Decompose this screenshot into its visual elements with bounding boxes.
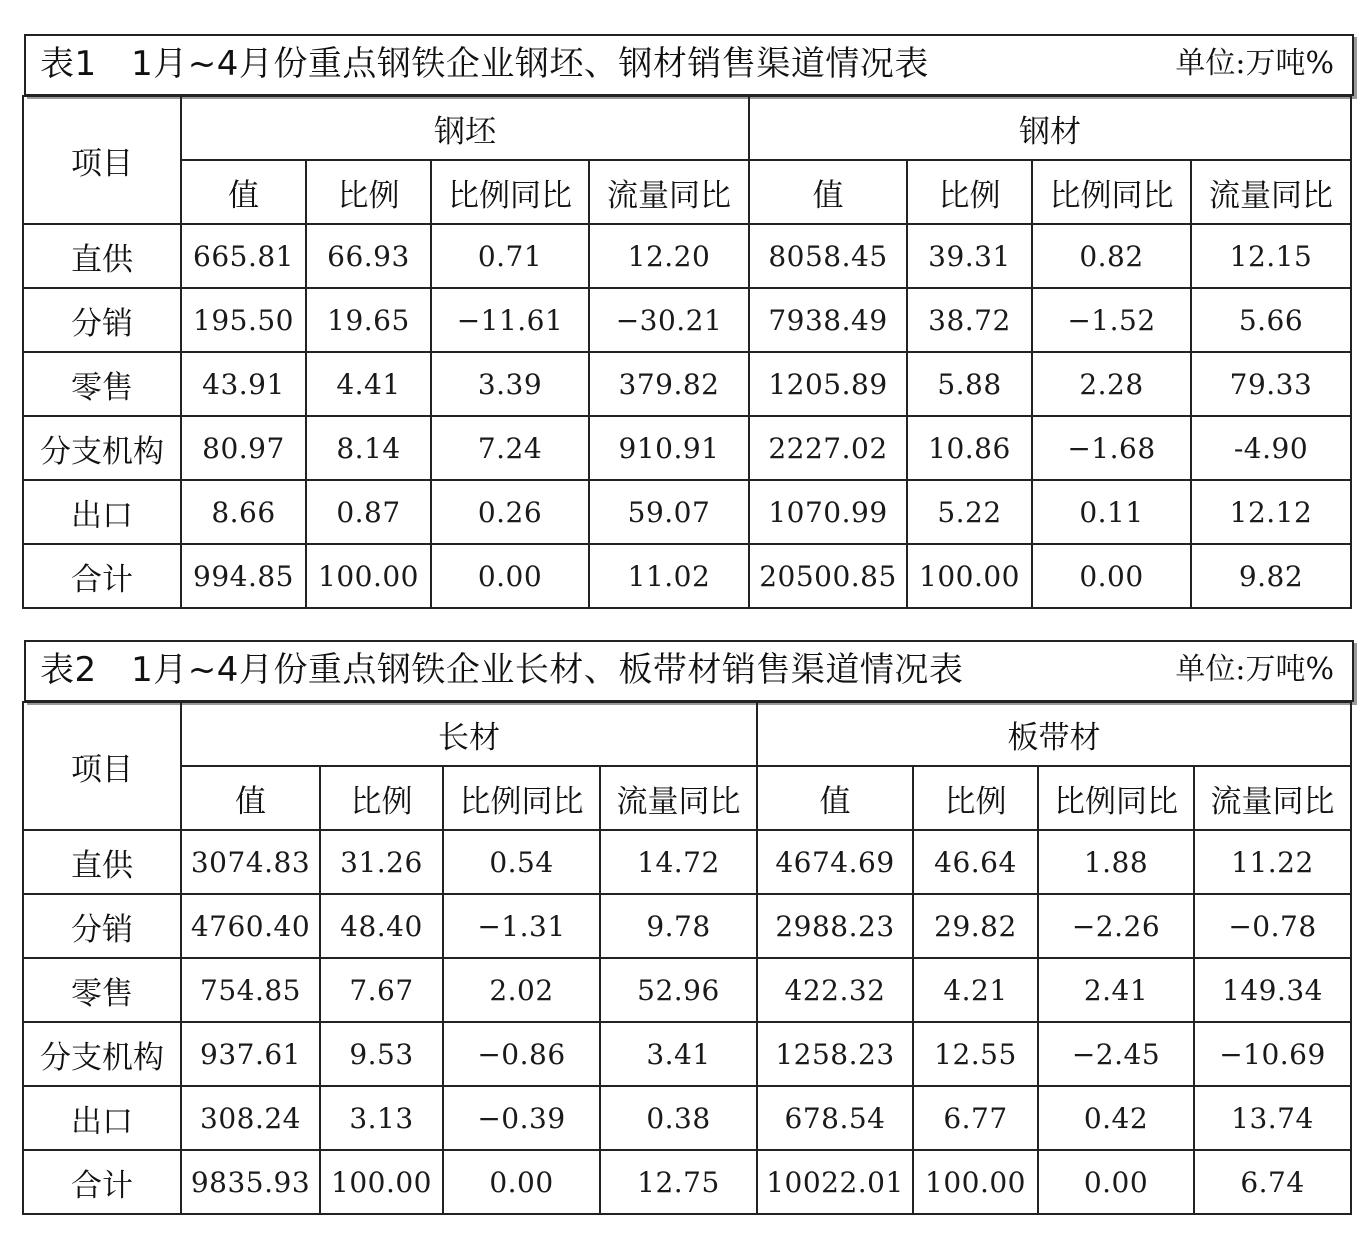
- cell: −30.21: [589, 288, 749, 352]
- cell: 9835.93: [181, 1150, 320, 1214]
- cell: 6.74: [1194, 1150, 1351, 1214]
- group-header-steel: 钢材: [749, 96, 1351, 160]
- cell: 5.66: [1191, 288, 1351, 352]
- table-row: [23, 830, 1351, 894]
- row-header: 项目: [23, 96, 181, 224]
- table-2: [22, 701, 1352, 1215]
- cell: 910.91: [589, 416, 749, 480]
- cell: 48.40: [320, 894, 443, 958]
- cell: 2988.23: [757, 894, 913, 958]
- group-header-flat-products: 板带材: [757, 702, 1351, 766]
- cell: 13.74: [1194, 1086, 1351, 1150]
- subheader: 值: [749, 160, 907, 224]
- cell: 678.54: [757, 1086, 913, 1150]
- cell: 0.11: [1032, 480, 1191, 544]
- cell: 1.88: [1038, 830, 1194, 894]
- table-1: [22, 95, 1352, 609]
- subheader: 比例同比: [443, 766, 600, 830]
- cell: 46.64: [913, 830, 1038, 894]
- table-1-title: 表1 1月~4月份重点钢铁企业钢坯、钢材销售渠道情况表: [40, 44, 929, 84]
- cell: −0.78: [1194, 894, 1351, 958]
- cell: 12.12: [1191, 480, 1351, 544]
- row-label: 分销: [23, 288, 181, 352]
- cell: 38.72: [907, 288, 1032, 352]
- cell: 2227.02: [749, 416, 907, 480]
- cell: 12.15: [1191, 224, 1351, 288]
- table-row: [23, 480, 1351, 544]
- cell: 29.82: [913, 894, 1038, 958]
- cell: 1205.89: [749, 352, 907, 416]
- subheader: 流量同比: [600, 766, 757, 830]
- cell: 6.77: [913, 1086, 1038, 1150]
- cell: 20500.85: [749, 544, 907, 608]
- table-row: [23, 224, 1351, 288]
- subheader: 值: [181, 766, 320, 830]
- cell: 5.88: [907, 352, 1032, 416]
- subheader: 流量同比: [1191, 160, 1351, 224]
- subheader: 比例: [320, 766, 443, 830]
- cell: 39.31: [907, 224, 1032, 288]
- cell: 12.55: [913, 1022, 1038, 1086]
- subheader: 比例同比: [1038, 766, 1194, 830]
- cell: 100.00: [306, 544, 431, 608]
- row-label: 合计: [23, 544, 181, 608]
- cell: 0.42: [1038, 1086, 1194, 1150]
- cell: 4674.69: [757, 830, 913, 894]
- row-label: 出口: [23, 480, 181, 544]
- table-row: [23, 1150, 1351, 1214]
- cell: 19.65: [306, 288, 431, 352]
- cell: 1070.99: [749, 480, 907, 544]
- table-1-title-box: [24, 34, 1354, 96]
- subheader: 流量同比: [1194, 766, 1351, 830]
- cell: 7.24: [431, 416, 589, 480]
- cell: 3.41: [600, 1022, 757, 1086]
- cell: 12.20: [589, 224, 749, 288]
- cell: 2.28: [1032, 352, 1191, 416]
- group-header-long-products: 长材: [181, 702, 757, 766]
- cell: 0.00: [1032, 544, 1191, 608]
- cell: −10.69: [1194, 1022, 1351, 1086]
- cell: 0.82: [1032, 224, 1191, 288]
- cell: 9.78: [600, 894, 757, 958]
- cell: 66.93: [306, 224, 431, 288]
- cell: −2.26: [1038, 894, 1194, 958]
- cell: 31.26: [320, 830, 443, 894]
- row-label: 分销: [23, 894, 181, 958]
- cell: −1.52: [1032, 288, 1191, 352]
- cell: 7.67: [320, 958, 443, 1022]
- row-label: 合计: [23, 1150, 181, 1214]
- cell: 754.85: [181, 958, 320, 1022]
- cell: 11.02: [589, 544, 749, 608]
- cell: −11.61: [431, 288, 589, 352]
- cell: 3.39: [431, 352, 589, 416]
- table-row: [23, 958, 1351, 1022]
- subheader: 比例: [306, 160, 431, 224]
- subheader: 流量同比: [589, 160, 749, 224]
- cell: 0.00: [431, 544, 589, 608]
- cell: 195.50: [181, 288, 306, 352]
- cell: 8.14: [306, 416, 431, 480]
- cell: 937.61: [181, 1022, 320, 1086]
- cell: 0.71: [431, 224, 589, 288]
- cell: 100.00: [907, 544, 1032, 608]
- row-label: 出口: [23, 1086, 181, 1150]
- cell: 11.22: [1194, 830, 1351, 894]
- table-2-unit: 单位:万吨%: [1175, 652, 1334, 687]
- cell: 5.22: [907, 480, 1032, 544]
- cell: −1.31: [443, 894, 600, 958]
- cell: 59.07: [589, 480, 749, 544]
- row-header: 项目: [23, 702, 181, 830]
- subheader: 比例: [913, 766, 1038, 830]
- cell: -4.90: [1191, 416, 1351, 480]
- cell: 52.96: [600, 958, 757, 1022]
- cell: 3074.83: [181, 830, 320, 894]
- cell: 80.97: [181, 416, 306, 480]
- row-label: 零售: [23, 352, 181, 416]
- row-label: 零售: [23, 958, 181, 1022]
- table-row: [23, 352, 1351, 416]
- table-2-title-box: [24, 640, 1354, 702]
- cell: 8.66: [181, 480, 306, 544]
- cell: 4760.40: [181, 894, 320, 958]
- table-row: [23, 1086, 1351, 1150]
- cell: 14.72: [600, 830, 757, 894]
- cell: 100.00: [320, 1150, 443, 1214]
- cell: 10.86: [907, 416, 1032, 480]
- group-header-billet: 钢坯: [181, 96, 749, 160]
- table-row: [23, 894, 1351, 958]
- subheader: 值: [181, 160, 306, 224]
- table-2-title: 表2 1月~4月份重点钢铁企业长材、板带材销售渠道情况表: [40, 650, 964, 690]
- cell: 0.00: [443, 1150, 600, 1214]
- cell: 4.41: [306, 352, 431, 416]
- table-row: [23, 288, 1351, 352]
- cell: 7938.49: [749, 288, 907, 352]
- cell: 994.85: [181, 544, 306, 608]
- cell: 0.87: [306, 480, 431, 544]
- row-label: 直供: [23, 224, 181, 288]
- subheader: 比例同比: [1032, 160, 1191, 224]
- table-row: [23, 416, 1351, 480]
- table-row: [23, 1022, 1351, 1086]
- cell: 79.33: [1191, 352, 1351, 416]
- cell: 0.26: [431, 480, 589, 544]
- table-1-unit: 单位:万吨%: [1175, 46, 1334, 81]
- cell: −0.86: [443, 1022, 600, 1086]
- cell: 665.81: [181, 224, 306, 288]
- cell: 0.54: [443, 830, 600, 894]
- cell: 10022.01: [757, 1150, 913, 1214]
- cell: 12.75: [600, 1150, 757, 1214]
- row-label: 直供: [23, 830, 181, 894]
- subheader: 比例: [907, 160, 1032, 224]
- row-label: 分支机构: [23, 416, 181, 480]
- cell: 1258.23: [757, 1022, 913, 1086]
- cell: 8058.45: [749, 224, 907, 288]
- cell: 379.82: [589, 352, 749, 416]
- cell: 422.32: [757, 958, 913, 1022]
- cell: −2.45: [1038, 1022, 1194, 1086]
- cell: 0.00: [1038, 1150, 1194, 1214]
- cell: 0.38: [600, 1086, 757, 1150]
- cell: 43.91: [181, 352, 306, 416]
- cell: 4.21: [913, 958, 1038, 1022]
- cell: −1.68: [1032, 416, 1191, 480]
- row-label: 分支机构: [23, 1022, 181, 1086]
- cell: 308.24: [181, 1086, 320, 1150]
- cell: 2.41: [1038, 958, 1194, 1022]
- subheader: 值: [757, 766, 913, 830]
- table-row: [23, 544, 1351, 608]
- cell: 100.00: [913, 1150, 1038, 1214]
- subheader: 比例同比: [431, 160, 589, 224]
- cell: 3.13: [320, 1086, 443, 1150]
- cell: 9.82: [1191, 544, 1351, 608]
- cell: −0.39: [443, 1086, 600, 1150]
- cell: 149.34: [1194, 958, 1351, 1022]
- cell: 9.53: [320, 1022, 443, 1086]
- cell: 2.02: [443, 958, 600, 1022]
